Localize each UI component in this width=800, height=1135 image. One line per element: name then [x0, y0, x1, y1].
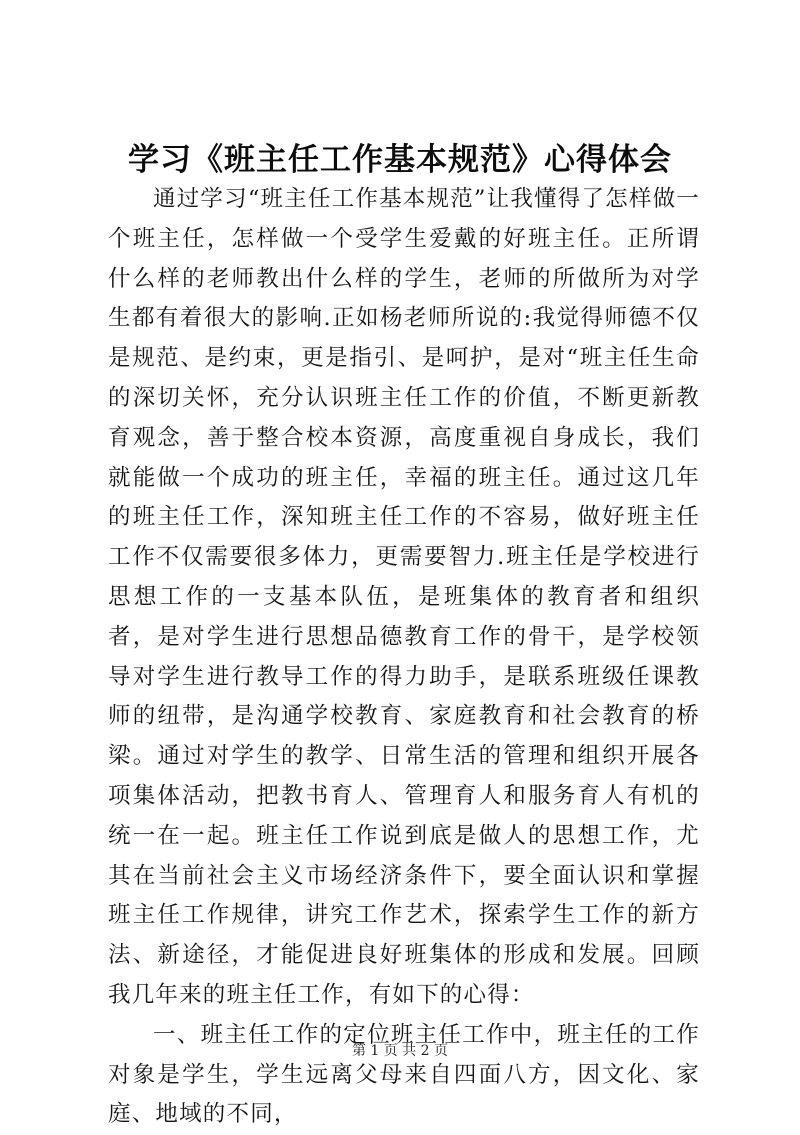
body-paragraph-2: 一、班主任工作的定位班主任工作中，班主任的工作对象是学生，学生远离父母来自四面八方，因文化、家庭、地域的不同， [108, 1021, 700, 1128]
document-body [108, 180, 700, 1135]
page-footer [0, 1041, 800, 1061]
document-title: 学习《班主任工作基本规范》心得体会 [128, 142, 672, 178]
page-number-label: 第 1 页 共 2 页 [351, 1043, 449, 1059]
body-paragraph-1: 通过学习“班主任工作基本规范”让我懂得了怎样做一个班主任，怎样做一个受学生爱戴的好班主任。正所谓什么样的老师教出什么样的学生，老师的所做所为对学生都有着很大的影响.正如杨老师所说的:我觉得师德不仅是规范、是约束，更是指引、是呵护，是对“班主任生命的深切关怀，充分认识班主任工作的价值，不断更新教育观念，善于整合校本资源，高度重视自身成长，我们就能做一个成功的班主任，幸福的班主任。通过这几年的班主任工作，深知班主任工作的不容易，做好班主任工作不仅需要很多体力，更需要智力.班主任是学校进行思想工作的一支基本队伍，是班集体的教育者和组织者，是对学生进行思想品德教育工作的骨干，是学校领导对学生进行教导工作的得力助手，是联系班级任课教师的纽带，是沟通学校教育、家庭教育和社会教育的桥梁。通过对学生的教学、日常生活的管理和组织开展各项集体活动，把教书育人、管理育人和服务育人有机的统一在一起。班主任工作说到底是做人的思想工作，尤其在当前社会主义市场经济条件下，要全面认识和掌握班主任工作规律，讲究工作艺术，探索学生工作的新方法、新途径，才能促进良好班集体的形成和发展。回顾我几年来的班主任工作，有如下的心得： [108, 186, 700, 1008]
